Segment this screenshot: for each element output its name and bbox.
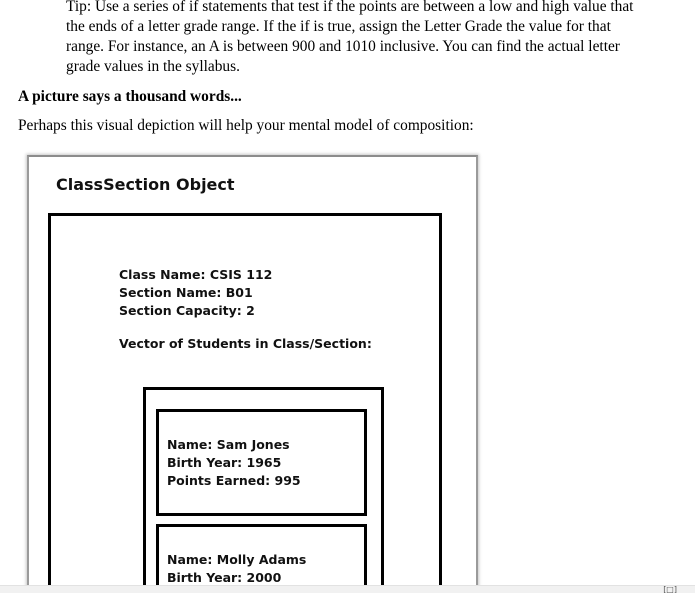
student-fields [167,551,306,587]
bottom-status-strip [0,585,695,593]
student-vector-box [143,387,384,593]
student-birth-year-field: Birth Year: 2000 [167,570,282,585]
student-points-field: Points Earned: 995 [167,473,301,488]
student-object-box [156,409,367,516]
student-name-field: Name: Sam Jones [167,437,290,452]
student-birth-year-field: Birth Year: 1965 [167,455,282,470]
corner-icon[interactable]: [□] [663,585,677,593]
intro-paragraph: Perhaps this visual depiction will help your mental model of composition: [18,117,474,134]
tip-paragraph: Tip: Use a series of if statements that test if the points are between a low and high value that the ends of a letter grade range. If the if is true, assign the Letter Grade the value for that range. For instance, an A is between 900 and 1010 inclusive. You can find the actual letter grade values in the syllabus. [66,0,634,75]
section-heading: A picture says a thousand words... [18,88,242,105]
diagram-title: ClassSection Object [56,175,235,194]
student-name-field: Name: Molly Adams [167,552,307,567]
section-capacity-field: Section Capacity: 2 [119,303,255,318]
composition-diagram-image [27,155,478,593]
class-section-fields [119,266,272,320]
vector-label: Vector of Students in Class/Section: [119,336,372,351]
section-name-field: Section Name: B01 [119,285,253,300]
class-section-object-box [48,213,442,593]
student-object-box [156,524,367,593]
student-fields [167,436,301,490]
class-name-field: Class Name: CSIS 112 [119,267,273,282]
